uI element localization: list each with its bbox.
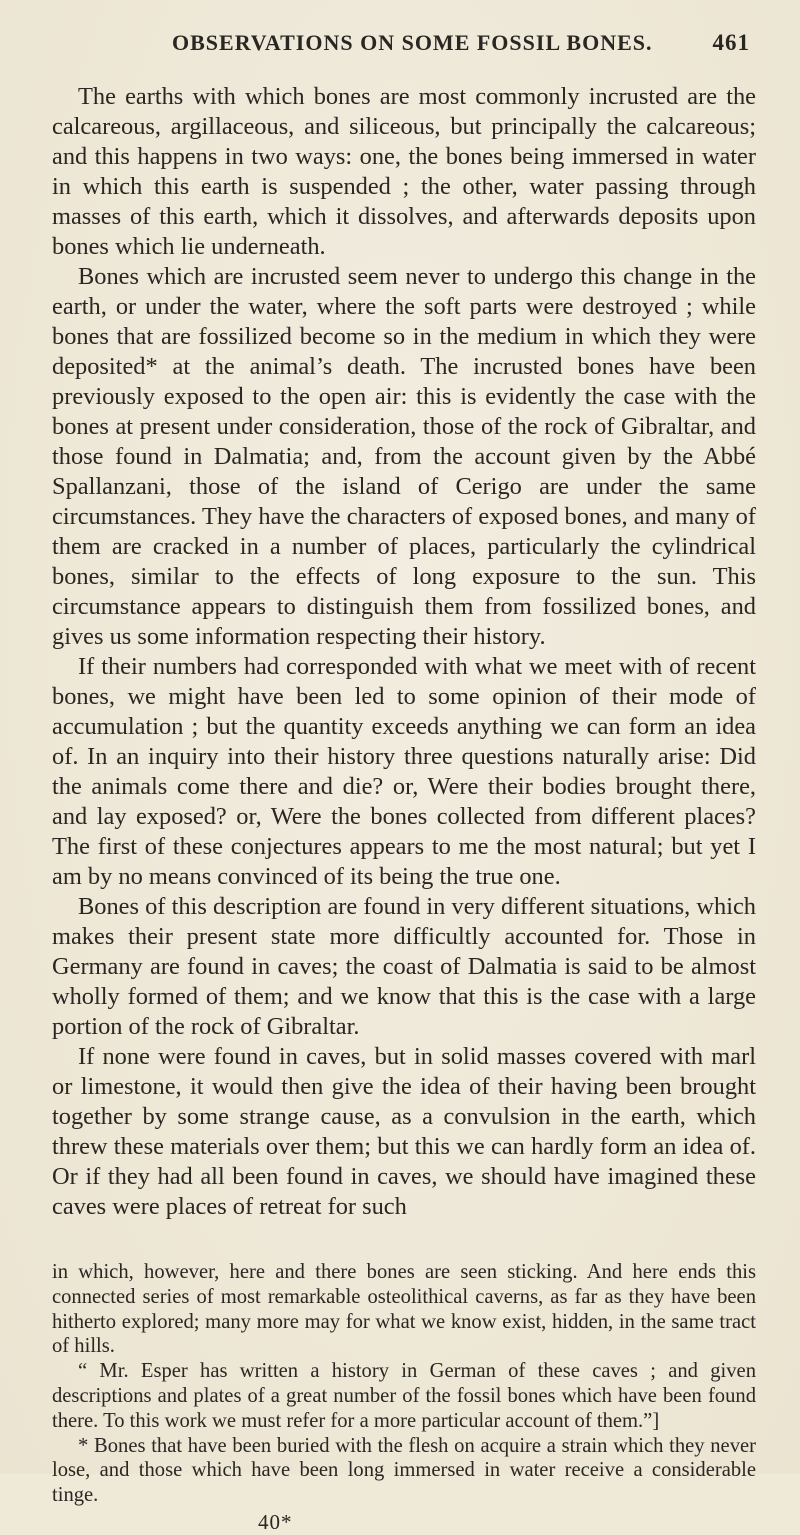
paragraph: If none were found in caves, but in solid masses covered with marl or limestone, it would then give the idea of their having been brought together by some strange cause, as a convulsion in the earth, which threw these materials over them; but this we can hardly form an idea of. Or if they had all been found in caves, we should have imagined these caves were places of retreat for such (52, 1043, 756, 1220)
note-paragraph: “ Mr. Esper has written a history in German of these caves ; and given descriptions and plates of a great number of the fossil bones which have been found there. To this work we must refer for a more particular account of them.”] (52, 1360, 756, 1432)
notes-separator (52, 1222, 756, 1260)
paragraph: Bones which are incrusted seem never to undergo this change in the earth, or under the water, where the soft parts were destroyed ; while bones that are fossilized become so in the medium in which they were deposited* at the animal’s death. The incrusted bones have been previously exposed to the open air: this is evidently the case with the bones at present under consideration, those of the rock of Gibraltar, and those found in Dalmatia; and, from the account given by the Abbé Spallanzani, those of the island of Cerigo are under the same circumstances. They have the characters of exposed bones, and many of them are cracked in a number of places, particularly the cylindrical bones, similar to the effects of long exposure to the sun. This circumstance appears to distinguish them from fossilized bones, and gives us some information respecting their history. (52, 263, 756, 650)
signature-mark: 40* (258, 1509, 293, 1534)
page-number: 461 (712, 30, 750, 55)
paragraph: The earths with which bones are most commonly incrusted are the calcareous, argillaceous, and siliceous, but principally the calcareous; and this happens in two ways: one, the bones being immersed in water in which this earth is suspended ; the other, water passing through masses of this earth, which it dissolves, and afterwards deposits upon bones which lie underneath. (52, 83, 756, 260)
running-head (52, 30, 756, 70)
paragraph: Bones of this description are found in very different situations, which makes their present state more difficultly accounted for. Those in Germany are found in caves; the coast of Dalmatia is said to be almost wholly formed of them; and we know that this is the case with a large portion of the rock of Gibraltar. (52, 893, 756, 1040)
paragraph: If their numbers had corresponded with what we meet with of recent bones, we might have been led to some opinion of their mode of accumulation ; but the quantity exceeds anything we can form an idea of. In an inquiry into their history three questions naturally arise: Did the animals come there and die? or, Were their bodies brought there, and lay exposed? or, Were the bones collected from different places? The first of these conjectures appears to me the most natural; but yet I am by no means convinced of its being the true one. (52, 653, 756, 890)
notes-text (52, 1260, 756, 1508)
note-paragraph: in which, however, here and there bones are seen sticking. And here ends this connected series of most remarkable osteolithical caverns, as far as they have been hitherto explored; many more may for what we know exist, hidden, in the same tract of hills. (52, 1261, 756, 1358)
running-title: OBSERVATIONS ON SOME FOSSIL BONES. (172, 30, 653, 55)
main-text (52, 82, 756, 1222)
footnote: * Bones that have been buried with the flesh on acquire a strain which they never lose, and those which have been long immersed in water receive a considerable tinge. (52, 1434, 756, 1507)
